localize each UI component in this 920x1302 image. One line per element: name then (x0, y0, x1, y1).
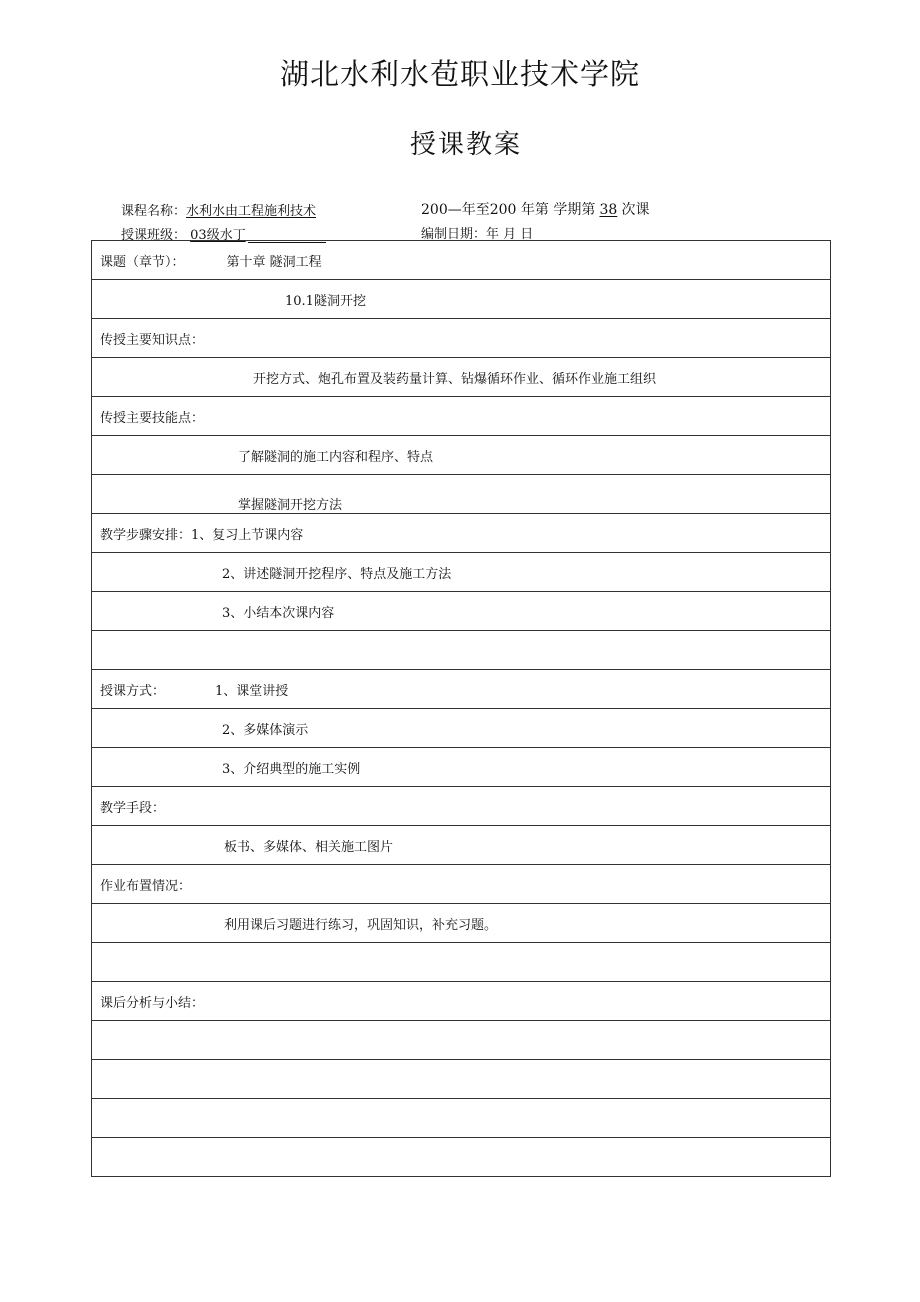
step-2-cell (92, 553, 831, 592)
term-suffix: 次课 (621, 202, 650, 218)
topic-cell (92, 241, 831, 280)
table-row (92, 1099, 831, 1138)
homework-value-cell (92, 904, 831, 943)
table-row (92, 514, 831, 553)
homework-value: 利用课后习题进行练习，巩固知识，补充习题。 (224, 917, 498, 933)
table-row (92, 1060, 831, 1099)
table-row (92, 553, 831, 592)
table-row (92, 436, 831, 475)
method-3-cell (92, 748, 831, 787)
table-row (92, 397, 831, 436)
method-cell (92, 670, 831, 709)
step-3-cell (92, 592, 831, 631)
table-row (92, 280, 831, 319)
table-row (92, 865, 831, 904)
empty-cell (92, 1099, 831, 1138)
steps-cell (92, 514, 831, 553)
homework-label: 作业布置情况： (100, 878, 192, 894)
term-prefix: 200—年至200 年第 学期第 (421, 202, 596, 218)
skill-1: 了解隧洞的施工内容和程序、特点 (238, 449, 434, 465)
knowledge-value: 开挖方式、炮孔布置及装药量计算、钻爆循环作业、循环作业施工组织 (253, 371, 657, 387)
method-3: 3、介绍典型的施工实例 (222, 761, 361, 777)
course-name-value: 水利水由工程施利技术 (186, 204, 317, 219)
summary-label-cell (92, 982, 831, 1021)
topic-value: 第十章 隧洞工程 (226, 254, 322, 270)
table-row (92, 1138, 831, 1177)
table-row (92, 592, 831, 631)
method-2: 2、多媒体演示 (222, 722, 309, 738)
term-line (421, 199, 649, 219)
skill-label-cell (92, 397, 831, 436)
empty-cell (92, 1138, 831, 1177)
course-name-label: 课程名称： (121, 204, 187, 219)
means-value: 板书、多媒体、相关施工图片 (224, 839, 394, 855)
step-2: 2、讲述隧洞开挖程序、特点及施工方法 (222, 566, 452, 582)
homework-label-cell (92, 865, 831, 904)
means-label-cell (92, 787, 831, 826)
empty-cell (92, 1060, 831, 1099)
table-row (92, 358, 831, 397)
table-row (92, 1021, 831, 1060)
step-1: 1、复习上节课内容 (191, 527, 304, 543)
skill-1-cell (92, 436, 831, 475)
table-row (92, 670, 831, 709)
means-value-cell (92, 826, 831, 865)
section-value: 10.1隧洞开挖 (285, 293, 366, 309)
steps-label: 教学步骤安排： (100, 527, 192, 543)
date-value: 年 月 日 (486, 227, 534, 242)
table-row (92, 943, 831, 982)
knowledge-label-cell (92, 319, 831, 358)
table-row (92, 904, 831, 943)
method-1: 1、课堂讲授 (215, 683, 289, 699)
method-2-cell (92, 709, 831, 748)
empty-cell (92, 631, 831, 670)
summary-label: 课后分析与小结： (100, 995, 205, 1011)
method-label: 授课方式： (100, 683, 166, 699)
course-name-line (121, 200, 316, 219)
class-label: 授课班级： (121, 228, 187, 243)
table-row (92, 475, 831, 514)
table-row (92, 709, 831, 748)
knowledge-value-cell (92, 358, 831, 397)
table-row (92, 241, 831, 280)
table-row (92, 982, 831, 1021)
table-row (92, 631, 831, 670)
empty-cell (92, 943, 831, 982)
table-row (92, 826, 831, 865)
document-title: 授课教案 (409, 130, 522, 160)
lesson-number: 38 (599, 202, 618, 218)
means-label: 教学手段： (100, 800, 166, 816)
lesson-plan-table (91, 240, 831, 1177)
class-value: 03级水丁 (190, 228, 246, 243)
step-3: 3、小结本次课内容 (222, 605, 335, 621)
knowledge-label: 传授主要知识点： (100, 332, 205, 348)
institution-title: 湖北水利水苞职业技术学院 (279, 57, 640, 91)
skill-label: 传授主要技能点： (100, 410, 205, 426)
section-cell (92, 280, 831, 319)
table-row (92, 787, 831, 826)
topic-label: 课题（章节）： (100, 254, 185, 270)
skill-2: 掌握隧洞开挖方法 (238, 497, 343, 513)
skill-2-cell (92, 475, 831, 514)
table-row (92, 319, 831, 358)
date-label: 编制日期： (421, 227, 487, 242)
empty-cell (92, 1021, 831, 1060)
table-row (92, 748, 831, 787)
